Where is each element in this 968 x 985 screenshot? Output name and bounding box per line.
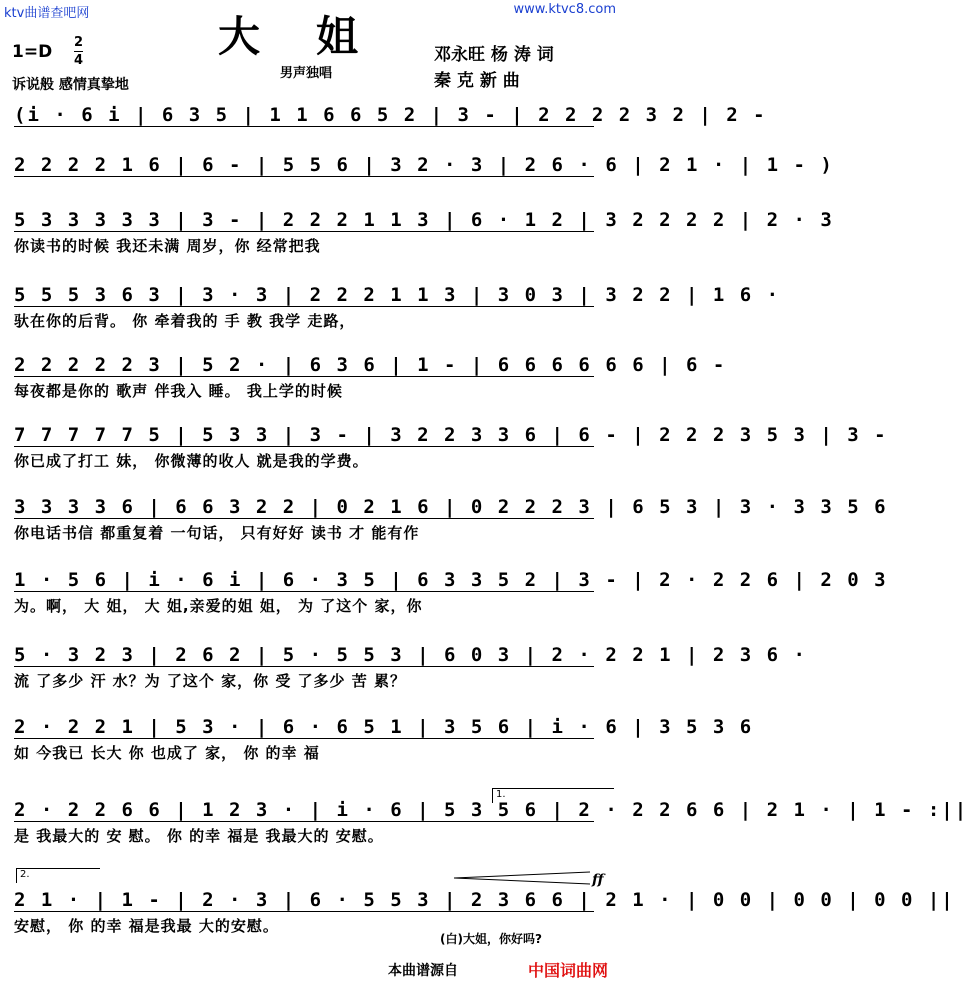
notation-line: 2 1 · | 1 - | 2 · 3 | 6 · 5 5 3 | 2 3 6 6 | 2 1 · | 0 0 | 0 0 | 0 0 || (14, 889, 955, 911)
lyric-line: 你已成了打工 妹， 你微薄的收人 就是我的学费。 (14, 452, 369, 470)
notation-line: 5 3 3 3 3 3 | 3 - | 2 2 2 1 1 3 | 6 · 1 2 | 3 2 2 2 2 | 2 · 3 (14, 209, 834, 231)
composer: 秦 克 新 曲 (434, 71, 520, 91)
lyricist: 邓永旺 杨 涛 词 (434, 45, 554, 65)
lyric-line: 为。啊， 大 姐， 大 姐,亲爱的姐 姐， 为 了这个 家，你 (14, 597, 423, 615)
time-bottom: 4 (74, 53, 84, 68)
lyric-line: 你电话书信 都重复着 一句话， 只有好好 读书 才 能有作 (14, 524, 420, 542)
performance-mood: 诉说般 感情真挚地 (12, 77, 129, 93)
spoken-line: (白)大姐，你好吗? (440, 932, 542, 946)
lyric-line (14, 130, 614, 152)
score-line (14, 492, 888, 544)
score-line (14, 350, 727, 402)
lyric-line: 安慰， 你 的幸 福是我最 大的安慰。 (14, 917, 279, 935)
watermark-top-left: ktv曲谱查吧网 (4, 6, 90, 21)
song-title: 大姐 (218, 12, 415, 61)
lyric-line: 每夜都是你的 歌声 伴我入 睡。 我上学的时候 (14, 382, 343, 400)
notation-line: 2 2 2 2 2 3 | 5 2 · | 6 3 6 | 1 - | 6 6 6 6 6 6 | 6 - (14, 354, 727, 376)
dynamic-marking: ff (592, 872, 604, 888)
notation-line: (i · 6 i | 6 3 5 | 1 1 6 6 5 2 | 3 - | 2 2 2 2 3 2 | 2 - (14, 104, 767, 126)
lyric-line: 流 了多少 汗 水？为 了这个 家，你 受 了多少 苦 累？ (14, 672, 407, 690)
score-line (14, 420, 888, 472)
watermark-top-right: www.ktvc8.com (513, 2, 616, 17)
notation-line: 2 2 2 2 1 6 | 6 - | 5 5 6 | 3 2 · 3 | 2 6 · 6 | 2 1 · | 1 - ) (14, 154, 834, 176)
notation-line: 2 · 2 2 1 | 5 3 · | 6 · 6 5 1 | 3 5 6 | i · 6 | 3 5 3 6 (14, 716, 754, 738)
volta-1: 1. (492, 788, 614, 803)
watermark-bottom: 中国词曲网 (528, 961, 609, 980)
singer-type: 男声独唱 (280, 66, 333, 81)
volta-2: 2. (16, 868, 100, 883)
time-signature (74, 36, 83, 67)
crescendo-wedge (454, 872, 590, 884)
notation-line: 5 5 5 3 6 3 | 3 · 3 | 2 2 2 1 1 3 | 3 0 3 | 3 2 2 | 1 6 · (14, 284, 781, 306)
source-note: 本曲谱源自 (388, 963, 458, 979)
notation-line: 3 3 3 3 6 | 6 6 3 2 2 | 0 2 1 6 | 0 2 2 2 3 | 6 5 3 | 3 · 3 3 5 6 (14, 496, 888, 518)
lyric-line: 如 今我已 长大 你 也成了 家， 你 的幸 福 (14, 744, 320, 762)
lyric-line: 你读书的时候 我还未满 周岁，你 经常把我 (14, 237, 321, 255)
lyric-line: 驮在你的后背。 你 牵着我的 手 教 我学 走路， (14, 312, 356, 330)
score-line (14, 640, 807, 692)
notation-line: 5 · 3 2 3 | 2 6 2 | 5 · 5 5 3 | 6 0 3 | 2 · 2 2 1 | 2 3 6 · (14, 644, 807, 666)
score-line (14, 205, 834, 257)
key-signature: 1=D (12, 42, 53, 62)
score-line (14, 150, 834, 202)
notation-line: 1 · 5 6 | i · 6 i | 6 · 3 5 | 6 3 3 5 2 | 3 - | 2 · 2 2 6 | 2 0 3 (14, 569, 888, 591)
notation-line: 7 7 7 7 7 5 | 5 3 3 | 3 - | 3 2 2 3 3 6 | 6 - | 2 2 2 3 5 3 | 3 - (14, 424, 888, 446)
notation-line: 2 · 2 2 6 6 | 1 2 3 · | i · 6 | 5 3 5 6 | 2 · 2 2 6 6 | 2 1 · | 1 - :|| (14, 799, 968, 821)
score-line (14, 100, 767, 152)
lyric-line (14, 180, 614, 202)
score-line (14, 712, 754, 764)
lyric-line: 是 我最大的 安 慰。 你 的幸 福是 我最大的 安慰。 (14, 827, 384, 845)
score-line (14, 280, 781, 332)
score-line (14, 565, 888, 617)
time-top: 2 (74, 35, 84, 50)
